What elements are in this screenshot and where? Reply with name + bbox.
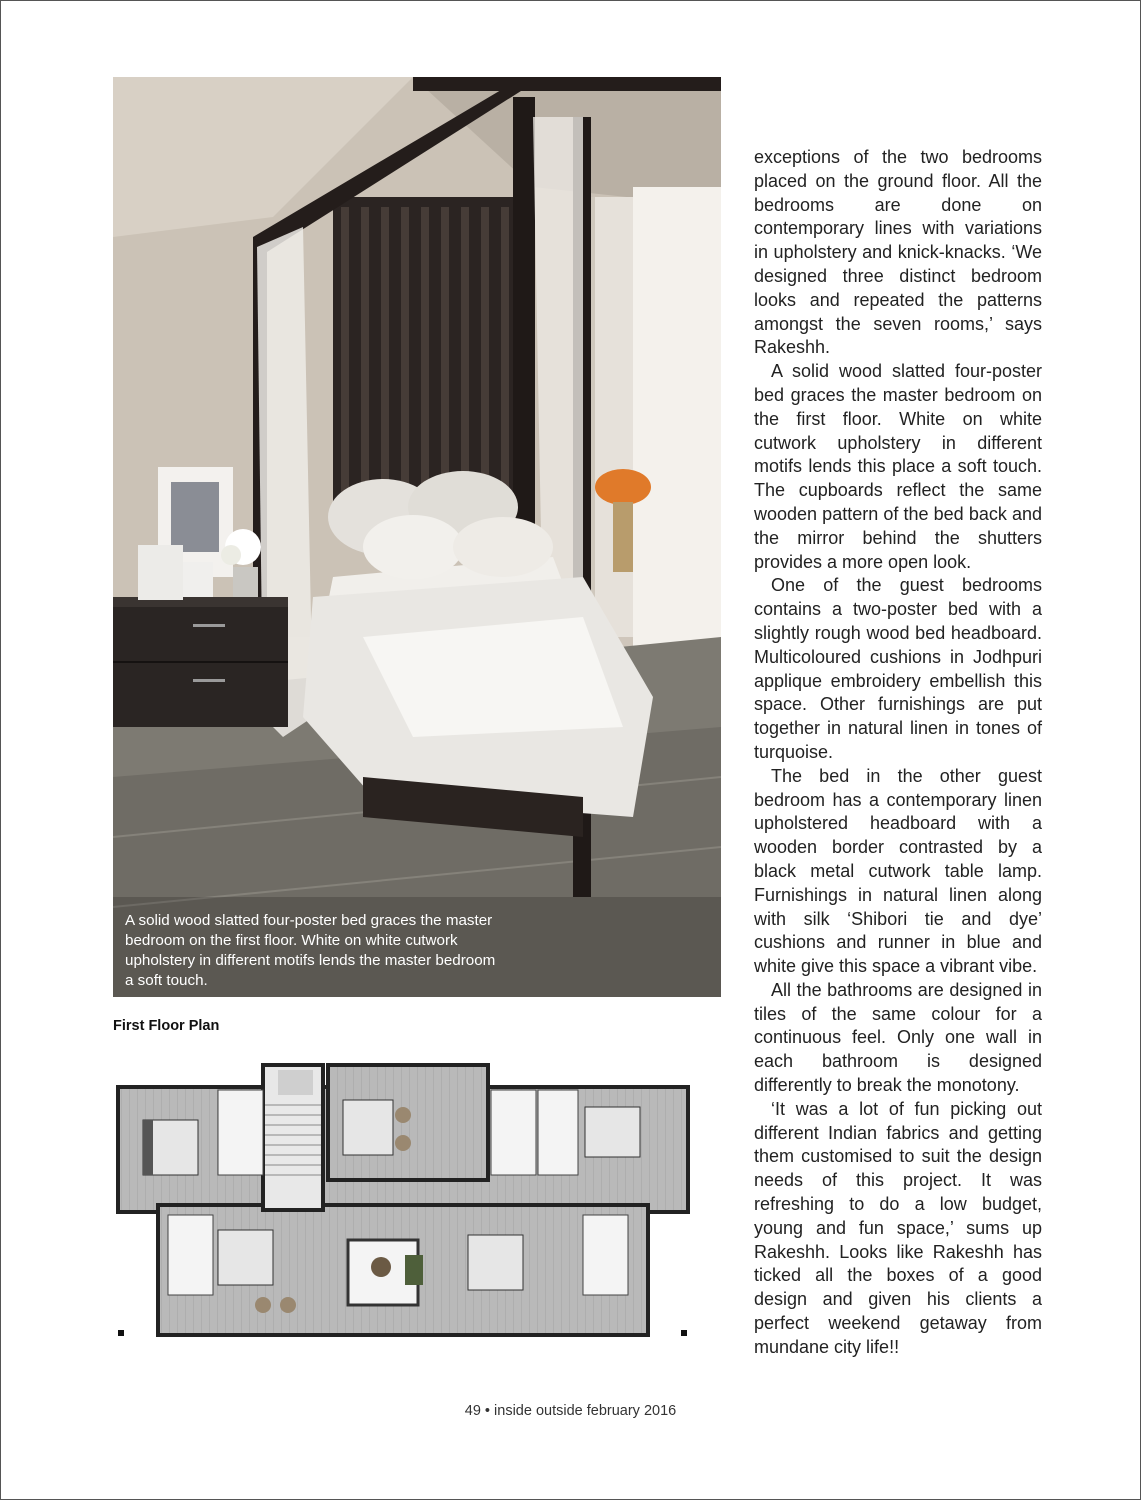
article-column (754, 146, 1042, 1360)
article-paragraph: A solid wood slatted four-poster bed graces the master bedroom on the first floor. White on white cutwork upholstery in different motifs lends this place a soft touch. The cupboards reflect the same wooden pattern of the bed back and the mirror behind the shutters provides a more open look. (754, 361, 1042, 572)
bedroom-illustration (113, 77, 721, 997)
article-paragraph: exceptions of the two bedrooms placed on the ground floor. All the bedrooms are done on contemporary lines with variations in upholstery and knick-knacks. ‘We designed three distinct bedroom looks and repeated the patterns amongst the seven rooms,’ says Rakeshh. (754, 147, 1042, 358)
page-folio: 49 • inside outside february 2016 (464, 1403, 677, 1419)
article-paragraph: The bed in the other guest bedroom has a contemporary linen upholstered headboard with a wooden border contrasted by a black metal cutwork table lamp. Furnishings in natural linen along with silk ‘Shibori tie and dye’ cushions and runner in blue and white give this space a vibrant vibe. (754, 765, 1042, 977)
photo-caption: A solid wood slatted four-poster bed graces the master bedroom on the first floor. White on white cutwork upholstery in different motifs lends the master bedroom a soft touch. (125, 912, 496, 989)
floor-plan (113, 1055, 693, 1355)
floor-plan-drawing (113, 1055, 693, 1355)
floor-plan-title: First Floor Plan (113, 1018, 220, 1034)
article-paragraph: ‘It was a lot of fun picking out different Indian fabrics and getting them customised to suit the design needs of this project. It was refreshing to do a low budget, young and fun space,’ sums up Rakeshh. Looks like Rakeshh has ticked all the boxes of a good design and given his clients a perfect weekend getaway from mundane city life!! (754, 1098, 1042, 1357)
article-paragraph: One of the guest bedrooms contains a two-poster bed with a slightly rough wood bed headboard. Multicoloured cushions in Jodhpuri applique embroidery embellish this space. Other furnishings are put together in natural linen in tones of turquoise. (754, 575, 1042, 762)
article-paragraph: All the bathrooms are designed in tiles of the same colour for a continuous feel. Only one wall in each bathroom is designed differently to break the monotony. (754, 979, 1042, 1096)
bedroom-photo (113, 77, 721, 997)
